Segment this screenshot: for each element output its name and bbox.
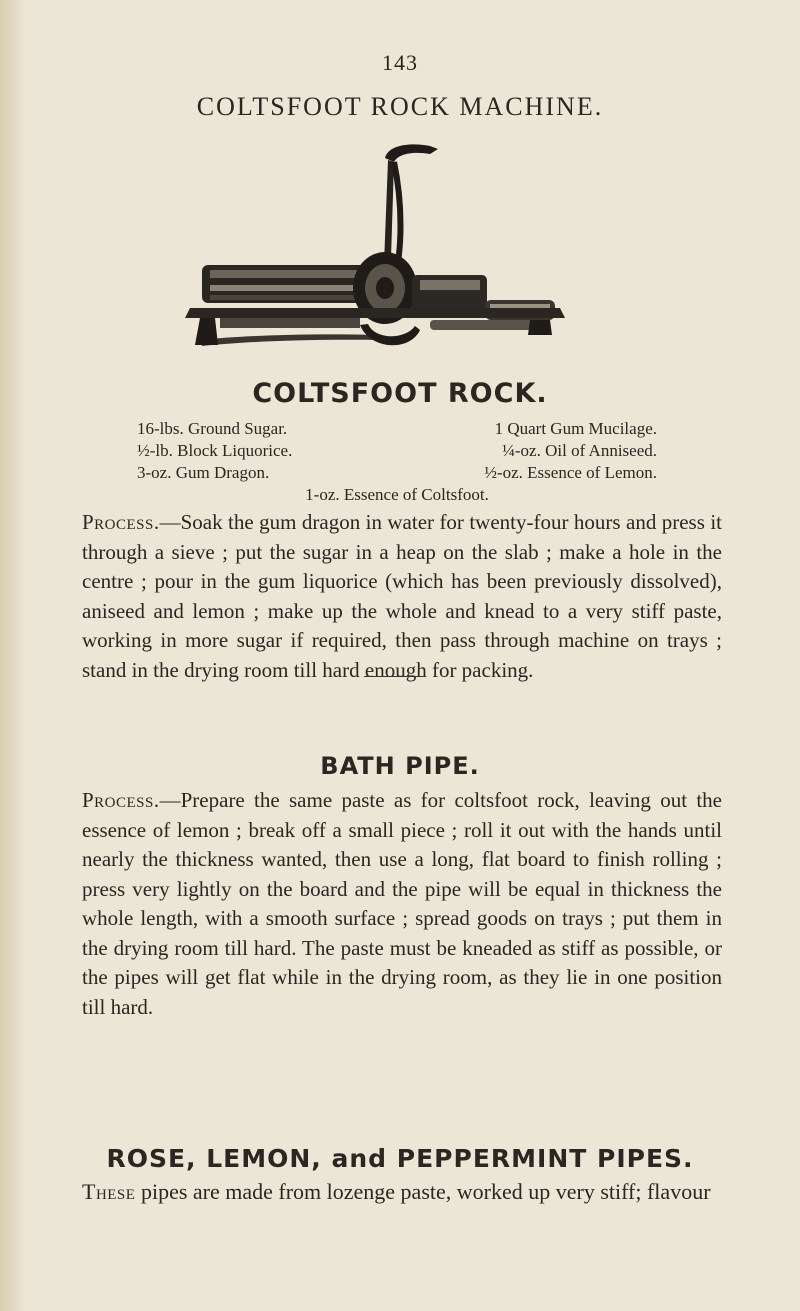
section-divider — [364, 676, 426, 677]
page-number: 143 — [382, 50, 418, 75]
page-edge — [0, 0, 26, 1311]
ingredient-item: 3-oz. Gum Dragon. — [137, 463, 270, 482]
ingredient-item: 1-oz. Essence of Coltsfoot. — [305, 485, 489, 504]
ingredient-item: 16-lbs. Ground Sugar. — [137, 419, 288, 438]
ingredient-item: ½-oz. Essence of Lemon. — [484, 463, 657, 482]
ingredient-item: ¼-oz. Oil of Anniseed. — [502, 441, 657, 460]
ingredient-item: ½-lb. Block Liquorice. — [137, 441, 293, 460]
process-text: —Soak the gum dragon in water for twenty-four hours and press it through a sieve ; put the sugar in a heap on the slab ; make a hole in the centre ; pour in the gum liquorice (which has been previously dissolved), aniseed and lemon ; make up the whole and knead to a very stiff paste, working in more sugar if required, then pass through machine on trays ; stand in the drying room till hard enough for packing. — [82, 510, 722, 682]
ingredient-item: 1 Quart Gum Mucilage. — [494, 419, 657, 438]
ingredient-list — [137, 418, 657, 506]
bath-pipe-process — [82, 786, 722, 1022]
page-header-title: COLTSFOOT ROCK MACHINE. — [196, 92, 604, 121]
process-label: Process. — [82, 788, 160, 812]
coltsfoot-rock-machine-illustration — [180, 140, 580, 365]
rose-lemon-peppermint-heading: ROSE, LEMON, and PEPPERMINT PIPES. — [106, 1144, 694, 1173]
process-text: —Prepare the same paste as for coltsfoot rock, leaving out the essence of lemon ; break off a small piece ; roll it out with the hands until nearly the thickness wanted, then use a long, flat board to finish rolling ; press very lightly on the board and the pipe will be equal in thickness the whole length, with a smooth surface ; spread goods on trays ; put them in the drying room till hard. The paste must be kneaded as stiff as possible, or the pipes will get flat while in the drying room, as they lie in one position till hard. — [82, 788, 722, 1019]
bath-pipe-heading: BATH PIPE. — [320, 752, 480, 780]
ingredient-row — [137, 440, 657, 462]
process-label: Process. — [82, 510, 160, 534]
lead-word: These — [82, 1179, 136, 1204]
coltsfoot-rock-heading: COLTSFOOT ROCK. — [252, 378, 548, 409]
coltsfoot-rock-process — [82, 508, 722, 685]
ingredient-row — [137, 418, 657, 440]
ingredient-row — [137, 462, 657, 484]
rose-pipes-text — [82, 1177, 722, 1207]
body-text: pipes are made from lozenge paste, worked up very stiff; flavour — [135, 1179, 711, 1204]
